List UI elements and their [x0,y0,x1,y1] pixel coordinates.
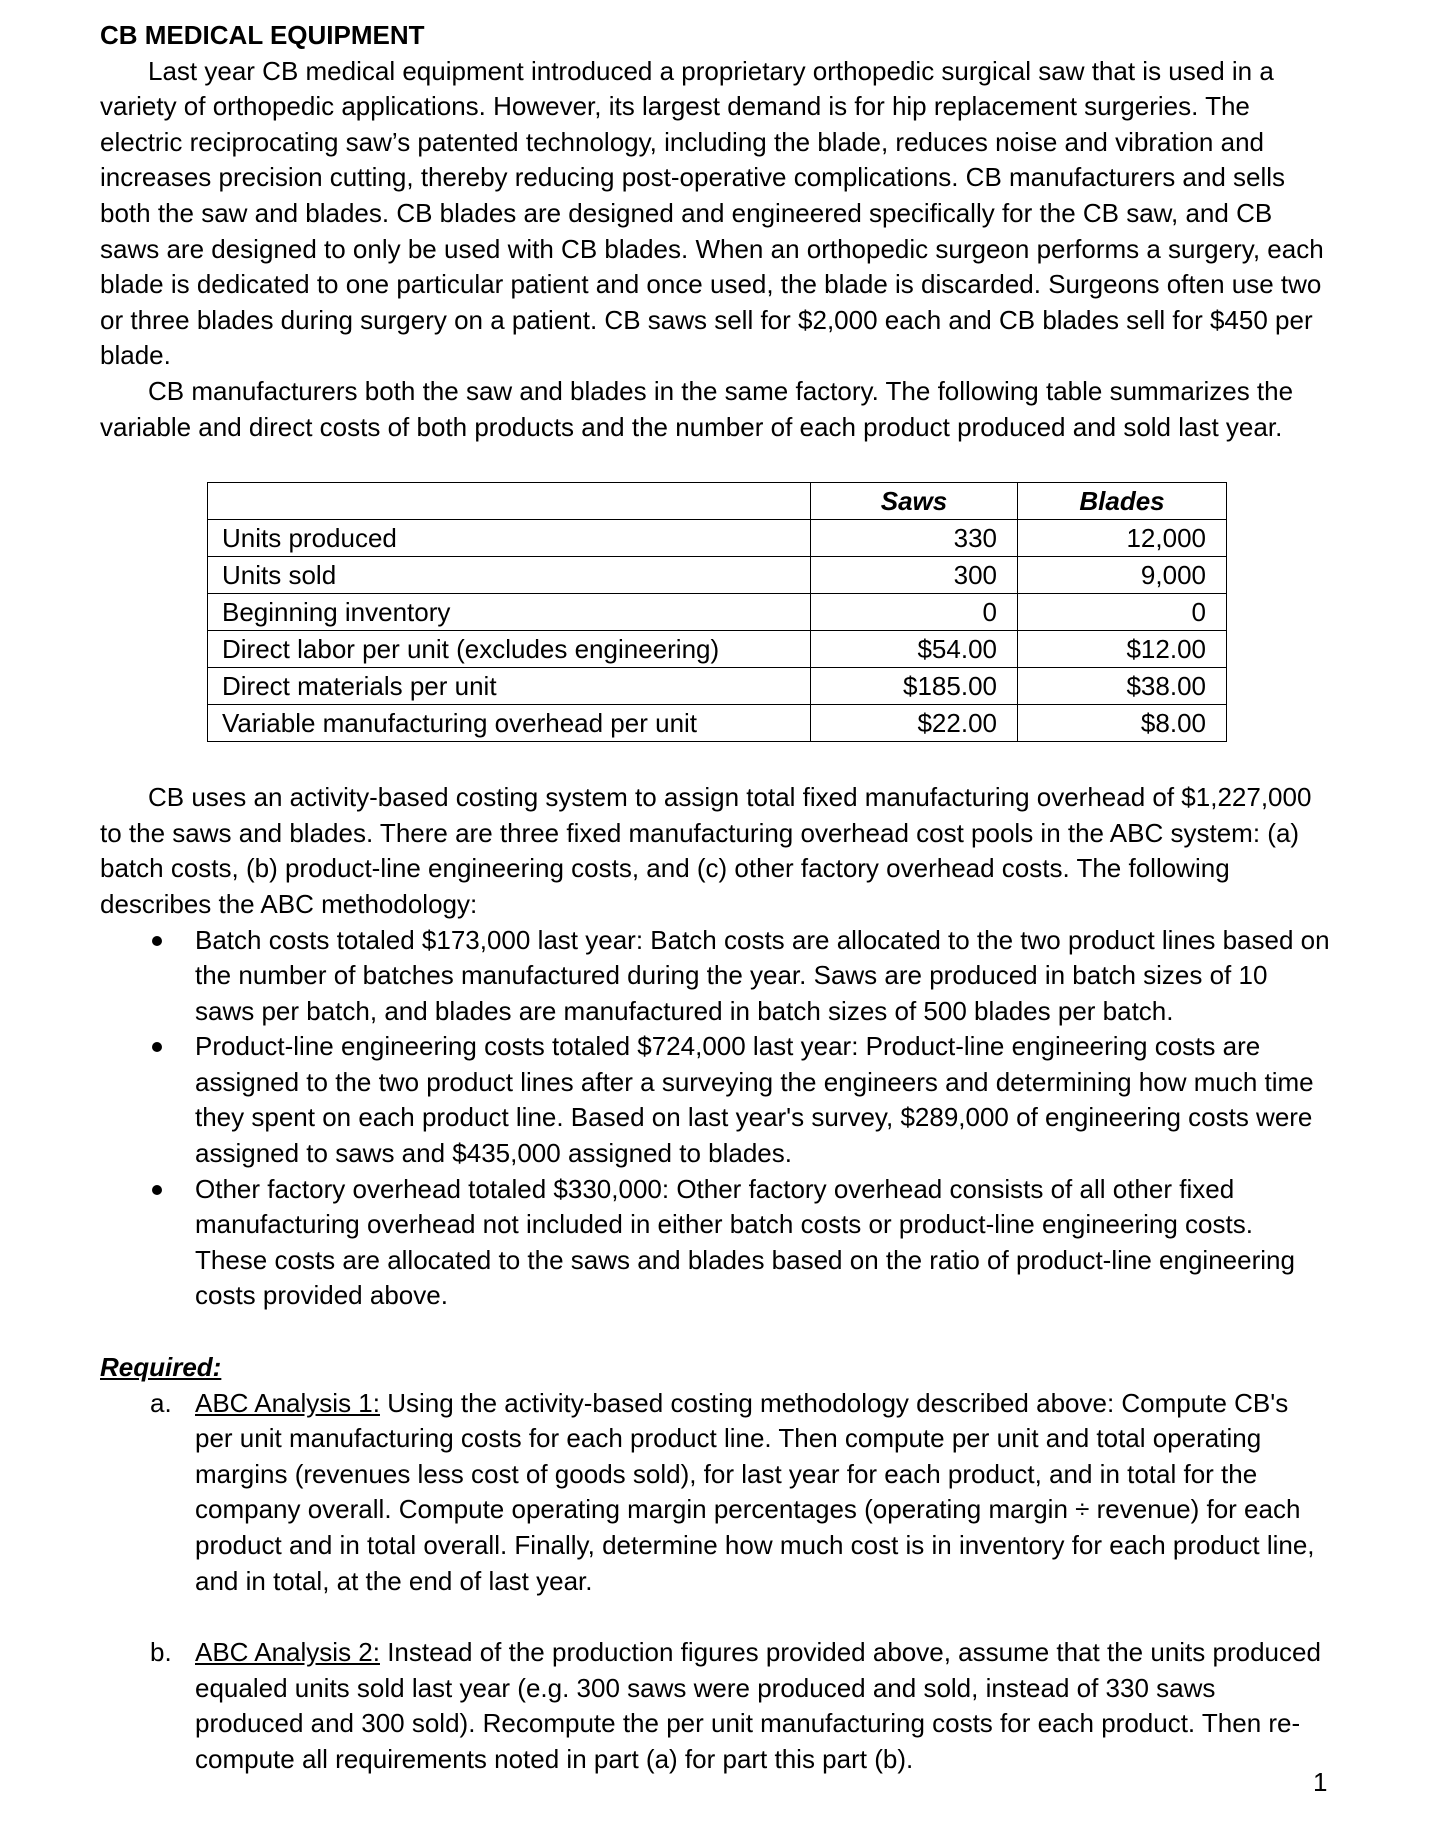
intro-paragraph-2: CB manufacturers both the saw and blades in the same factory. The following table summarizes the variable and direct costs of both products and the number of each product produced and sold last year. [100,375,1294,442]
table-header-blades: Blades [1018,483,1227,520]
document-title: CB MEDICAL EQUIPMENT [100,20,425,50]
table-cell-blades: $38.00 [1018,668,1227,705]
table-cell-blades: $8.00 [1018,705,1227,742]
requirement-a-letter: a. [150,1387,172,1418]
abc-section [100,780,1330,1314]
bullet-text: Batch costs totaled $173,000 last year: Batch costs are allocated to the two product lines based on the number of batches manufactured during the year. Saws are produced in batch sizes of 10 saws per batch, and blades are manufactured in batch sizes of 500 blades per batch. [195,924,1330,1026]
bullet-dot-icon [152,1042,162,1052]
cost-table-container [207,482,1330,742]
list-item [100,923,1330,1030]
table-cell-saws: $185.00 [811,668,1018,705]
table-cell-blades: 12,000 [1018,520,1227,557]
table-row [208,557,1227,594]
table-row-label: Beginning inventory [208,594,811,631]
table-cell-saws: $54.00 [811,631,1018,668]
cost-table [207,482,1227,742]
requirement-b-letter: b. [150,1637,172,1668]
bullet-dot-icon [152,936,162,946]
requirement-b-title: ABC Analysis 2: [195,1637,380,1668]
bullet-text: Product-line engineering costs totaled $724,000 last year: Product-line engineering costs are assigned to the two product lines after a surveying the engineers and determining how much time they spent on each product line. Based on last year's survey, $289,000 of engineering costs were assigned to saws and $435,000 assigned to blades. [195,1031,1314,1169]
document-page [100,18,1330,1778]
requirement-a [100,1386,1330,1600]
table-row [208,520,1227,557]
table-header-saws: Saws [811,483,1018,520]
list-item [100,1172,1330,1314]
abc-intro-paragraph: CB uses an activity-based costing system to assign total fixed manufacturing overhead of $1,227,000 to the saws and blades. There are three fixed manufacturing overhead cost pools in the ABC system: (a) batch costs, (b) product-line engineering costs, and (c) other factory overhead costs. The following describes the ABC methodology: [100,782,1312,919]
bullet-dot-icon [152,1185,162,1195]
required-heading: Required: [100,1352,222,1383]
bullet-text: Other factory overhead totaled $330,000: Other factory overhead consists of all other fixed manufacturing overhead not included in either batch costs or product-line engineering costs. These costs are allocated to the saws and blades based on the ratio of product-line engineering costs provided above. [195,1173,1295,1311]
table-row-label: Units sold [208,557,811,594]
table-cell-saws: 330 [811,520,1018,557]
abc-bullet-list [100,923,1330,1315]
table-row-label: Variable manufacturing overhead per unit [208,705,811,742]
table-header-row [208,483,1227,520]
table-cell-blades: 9,000 [1018,557,1227,594]
table-cell-saws: $22.00 [811,705,1018,742]
table-row [208,668,1227,705]
table-cell-blades: 0 [1018,594,1227,631]
table-row-label: Direct materials per unit [208,668,811,705]
list-item [100,1029,1330,1171]
requirement-a-title: ABC Analysis 1: [195,1387,380,1418]
requirement-b-text: Instead of the production figures provided above, assume that the units produced equaled units sold last year (e.g. 300 saws were produced and sold, instead of 330 saws produced and 300 sold). Recompute the per unit manufacturing costs for each product. Then re-compute all requirements noted in part (a) for part this part (b). [195,1637,1321,1774]
intro-paragraph-1: Last year CB medical equipment introduced a proprietary orthopedic surgical saw that is used in a variety of orthopedic applications. However, its largest demand is for hip replacement surgeries. The electric reciprocating saw’s patented technology, including the blade, reduces noise and vibration and increases precision cutting, thereby reducing post-operative complications. CB manufacturers and sells both the saw and blades. CB blades are designed and engineered specifically for the CB saw, and CB saws are designed to only be used with CB blades. When an orthopedic surgeon performs a surgery, each blade is dedicated to one particular patient and once used, the blade is discarded. Surgeons often use two or three blades during surgery on a patient. CB saws sell for $2,000 each and CB blades sell for $450 per blade. [100,55,1324,371]
page-number: 1 [1313,1767,1328,1797]
table-cell-saws: 300 [811,557,1018,594]
table-row-label: Units produced [208,520,811,557]
table-cell-blades: $12.00 [1018,631,1227,668]
table-header-blank [208,483,811,520]
requirement-a-text: Using the activity-based costing methodology described above: Compute CB's per unit manufacturing costs for each product line. Then compute per unit and total operating margins (revenues less cost of goods sold), for last year for each product, and in total for the company overall. Compute operating margin percentages (operating margin ÷ revenue) for each product and in total overall. Finally, determine how much cost is in inventory for each product line, and in total, at the end of last year. [195,1387,1315,1596]
table-cell-saws: 0 [811,594,1018,631]
requirement-b [100,1635,1330,1777]
table-row [208,705,1227,742]
table-row [208,631,1227,668]
table-row [208,594,1227,631]
table-row-label: Direct labor per unit (excludes engineering) [208,631,811,668]
